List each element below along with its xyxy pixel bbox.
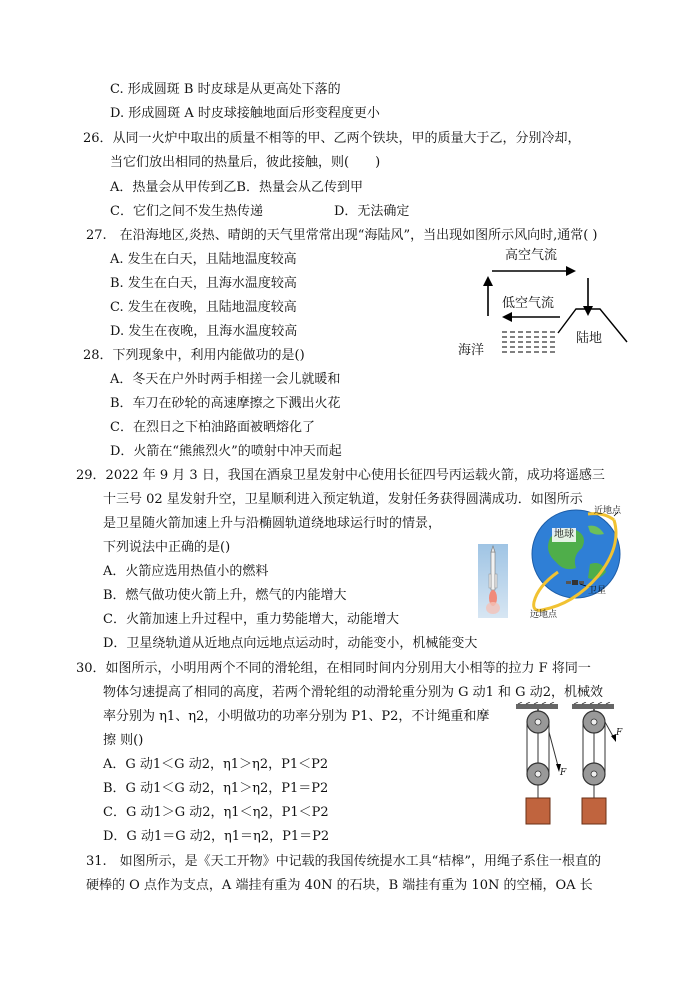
q27-option-b: B. 发生在白天，且海水温度较高 <box>110 276 297 291</box>
q30-option-c: C．G 动1＞G 动2，η1＜η2，P1＜P2 <box>103 805 329 820</box>
q30-stem-line2: 物体匀速提高了相同的高度，若两个滑轮组的动滑轮重分别为 G 动1 和 G 动2，机械效 <box>103 685 603 700</box>
q28-option-b: B．车刀在砂轮的高速摩擦之下溅出火花 <box>110 396 341 411</box>
q30-option-a: A．G 动1＜G 动2，η1＞η2，P1＜P2 <box>103 757 329 772</box>
q25-option-c: C. 形成圆斑 B 时皮球是从更高处下落的 <box>110 82 341 97</box>
q26-stem-line1: 26．从同一火炉中取出的质量不相等的甲、乙两个铁块，甲的质量大于乙，分别冷却， <box>83 131 581 146</box>
pulley-systems-figure <box>510 702 626 832</box>
q30-stem-line1: 30．如图所示，小明用两个不同的滑轮组，在相同时间内分别用大小相等的拉力 F 将同一 <box>76 661 591 676</box>
earth-label: 地球 <box>554 529 574 540</box>
low-air-flow-label: 低空气流 <box>502 296 555 311</box>
q29-stem-line1: 29．2022 年 9 月 3 日，我国在酒泉卫星发射中心使用长征四号丙运载火箭，成功将遥感三 <box>76 468 605 483</box>
q26-option-d: D．无法确定 <box>334 204 410 219</box>
q26-option-ab: A．热量会从甲传到乙B．热量会从乙传到甲 <box>110 180 363 195</box>
satellite-orbit-figure <box>518 506 626 622</box>
force-f-label-left: F <box>560 768 567 778</box>
q30-option-d: D．G 动1＝G 动2，η1＝η2，P1＝P2 <box>103 829 330 844</box>
satellite-label: 卫星 <box>588 586 607 596</box>
q27-option-c: C. 发生在夜晚，且陆地温度较高 <box>110 300 297 315</box>
sea-land-breeze-figure <box>452 244 630 358</box>
q25-option-d: D. 形成圆斑 A 时皮球接触地面后形变程度更小 <box>110 106 380 121</box>
q30-stem-line4: 擦 则() <box>103 733 144 748</box>
q28-stem: 28．下列现象中，利用内能做功的是() <box>83 348 305 363</box>
q31-stem-line2: 硬棒的 O 点作为支点，A 端挂有重为 40N 的石块，B 端挂有重为 10N 的空桶，OA 长 <box>86 878 593 893</box>
q30-option-b: B．G 动1＜G 动2，η1＞η2，P1＝P2 <box>103 781 329 796</box>
q29-option-c: C．火箭加速上升过程中，重力势能增大，动能增大 <box>103 612 399 627</box>
q29-option-a: A．火箭应选用热值小的燃料 <box>103 564 269 579</box>
high-air-flow-label: 高空气流 <box>505 248 558 263</box>
q29-stem-line4: 下列说法中正确的是() <box>103 540 231 555</box>
q30-stem-line3: 率分别为 η1、η2，小明做功的功率分别为 P1、P2，不计绳重和摩 <box>103 709 490 724</box>
q28-option-a: A．冬天在户外时两手相搓一会儿就暖和 <box>110 372 341 387</box>
rocket-image <box>478 544 508 618</box>
q28-option-c: C．在烈日之下柏油路面被晒熔化了 <box>110 420 315 435</box>
apogee-label: 远地点 <box>530 610 558 620</box>
q26-stem-line2: 当它们放出相同的热量后，彼此接触，则( ) <box>110 155 381 170</box>
q28-option-d: D．火箭在“熊熊烈火”的喷射中冲天而起 <box>110 444 342 459</box>
q27-option-d: D. 发生在夜晚，且海水温度较高 <box>110 324 298 339</box>
perigee-label: 近地点 <box>594 506 622 516</box>
q27-stem: 27. 在沿海地区,炎热、晴朗的天气里常常出现“海陆风”，当出现如图所示风向时,通常( ) <box>86 228 598 243</box>
q31-stem-line1: 31. 如图所示，是《天工开物》中记载的我国传统提水工具“桔槔”，用绳子系住一根直的 <box>86 854 601 869</box>
land-label: 陆地 <box>576 331 603 346</box>
force-f-label-right: F <box>616 728 623 738</box>
q29-option-b: B．燃气做功使火箭上升，燃气的内能增大 <box>103 588 347 603</box>
q26-option-c: C．它们之间不发生热传递 <box>110 204 263 219</box>
q29-stem-line3: 是卫星随火箭加速上升与沿椭圆轨道绕地球运行时的情景， <box>103 516 442 531</box>
q29-stem-line2: 十三号 02 星发射升空，卫星顺利进入预定轨道，发射任务获得圆满成功．如图所示 <box>103 492 583 507</box>
q27-option-a: A. 发生在白天，且陆地温度较高 <box>110 252 297 267</box>
q29-option-d: D．卫星绕轨道从近地点向远地点运动时，动能变小，机械能变大 <box>103 636 478 651</box>
sea-label: 海洋 <box>458 343 485 358</box>
